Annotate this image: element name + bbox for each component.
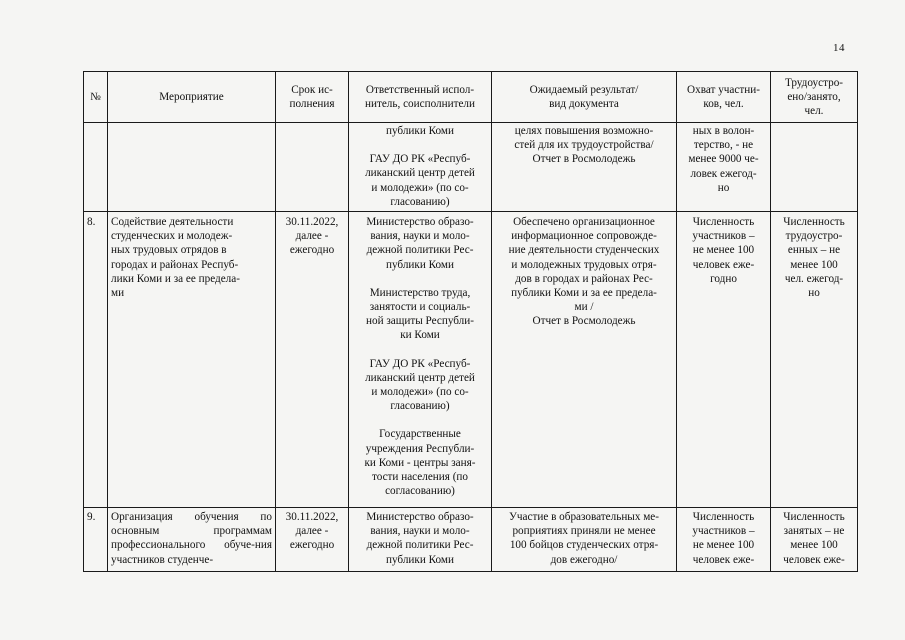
cell-employed	[771, 123, 858, 212]
cell-num: 9.	[84, 508, 108, 572]
responsible-item: Государственные учреждения Республи- ки Коми - центры заня- тости населения (по согласованию)	[364, 428, 476, 498]
responsible-item: ГАУ ДО РК «Респуб- ликанский центр детей и молодежи» (по со- гласованию)	[365, 357, 475, 413]
cell-coverage: ных в волон- терство, - не менее 9000 че- ловек ежегод- но	[677, 123, 771, 212]
cell-deadline: 30.11.2022, далее - ежегодно	[276, 508, 349, 572]
cell-responsible	[349, 212, 492, 508]
cell-activity	[108, 123, 276, 212]
cell-deadline	[276, 123, 349, 212]
page-number: 14	[833, 42, 845, 54]
table-row	[84, 212, 858, 508]
activities-table	[83, 71, 858, 572]
cell-responsible: Министерство образо- вания, науки и моло- дежной политики Рес- публики Коми	[349, 508, 492, 572]
cell-activity: Организация обучения по основным программам профессионального обуче-ния участников студенче-	[108, 508, 276, 572]
table-row	[84, 508, 858, 572]
cell-coverage: Численность участников – не менее 100 человек еже-	[677, 508, 771, 572]
table-row	[84, 123, 858, 212]
responsible-item: Министерство образо- вания, науки и моло- дежной политики Рес- публики Коми	[366, 216, 474, 271]
cell-result: целях повышения возможно- стей для их трудоустройства/ Отчет в Росмолодежь	[492, 123, 677, 212]
cell-employed: Численность трудоустро- енных – не менее 100 чел. ежегод- но	[771, 212, 858, 508]
cell-deadline: 30.11.2022, далее - ежегодно	[276, 212, 349, 508]
header-num: №	[84, 72, 108, 123]
cell-responsible	[349, 123, 492, 212]
responsible-item: ГАУ ДО РК «Респуб- ликанский центр детей и молодежи» (по со- гласованию)	[365, 153, 475, 208]
cell-num	[84, 123, 108, 212]
header-result: Ожидаемый результат/ вид документа	[492, 72, 677, 123]
responsible-item: публики Коми	[386, 125, 454, 137]
header-activity: Мероприятие	[108, 72, 276, 123]
cell-result: Обеспечено организационное информационное сопровожде- ние деятельности студенческих и молодежных трудовых отря- дов в городах и районах Рес- публики Коми и за ее предела- ми / Отчет в Росмолодежь	[492, 212, 677, 508]
header-coverage: Охват участни- ков, чел.	[677, 72, 771, 123]
cell-result: Участие в образовательных ме- роприятиях приняли не менее 100 бойцов студенческих отря- дов ежегодно/	[492, 508, 677, 572]
header-employed: Трудоустро- ено/занято, чел.	[771, 72, 858, 123]
cell-coverage: Численность участников – не менее 100 человек еже- годно	[677, 212, 771, 508]
table-header-row	[84, 72, 858, 123]
responsible-item: Министерство труда, занятости и социаль- ной защиты Республи- ки Коми	[366, 286, 474, 342]
cell-num: 8.	[84, 212, 108, 508]
header-deadline: Срок ис- полнения	[276, 72, 349, 123]
cell-employed: Численность занятых – не менее 100 человек еже-	[771, 508, 858, 572]
header-responsible: Ответственный испол- нитель, соисполнители	[349, 72, 492, 123]
cell-activity: Содействие деятельности студенческих и молодеж- ных трудовых отрядов в городах и районах Респуб- лики Коми и за ее предела- ми	[108, 212, 276, 508]
